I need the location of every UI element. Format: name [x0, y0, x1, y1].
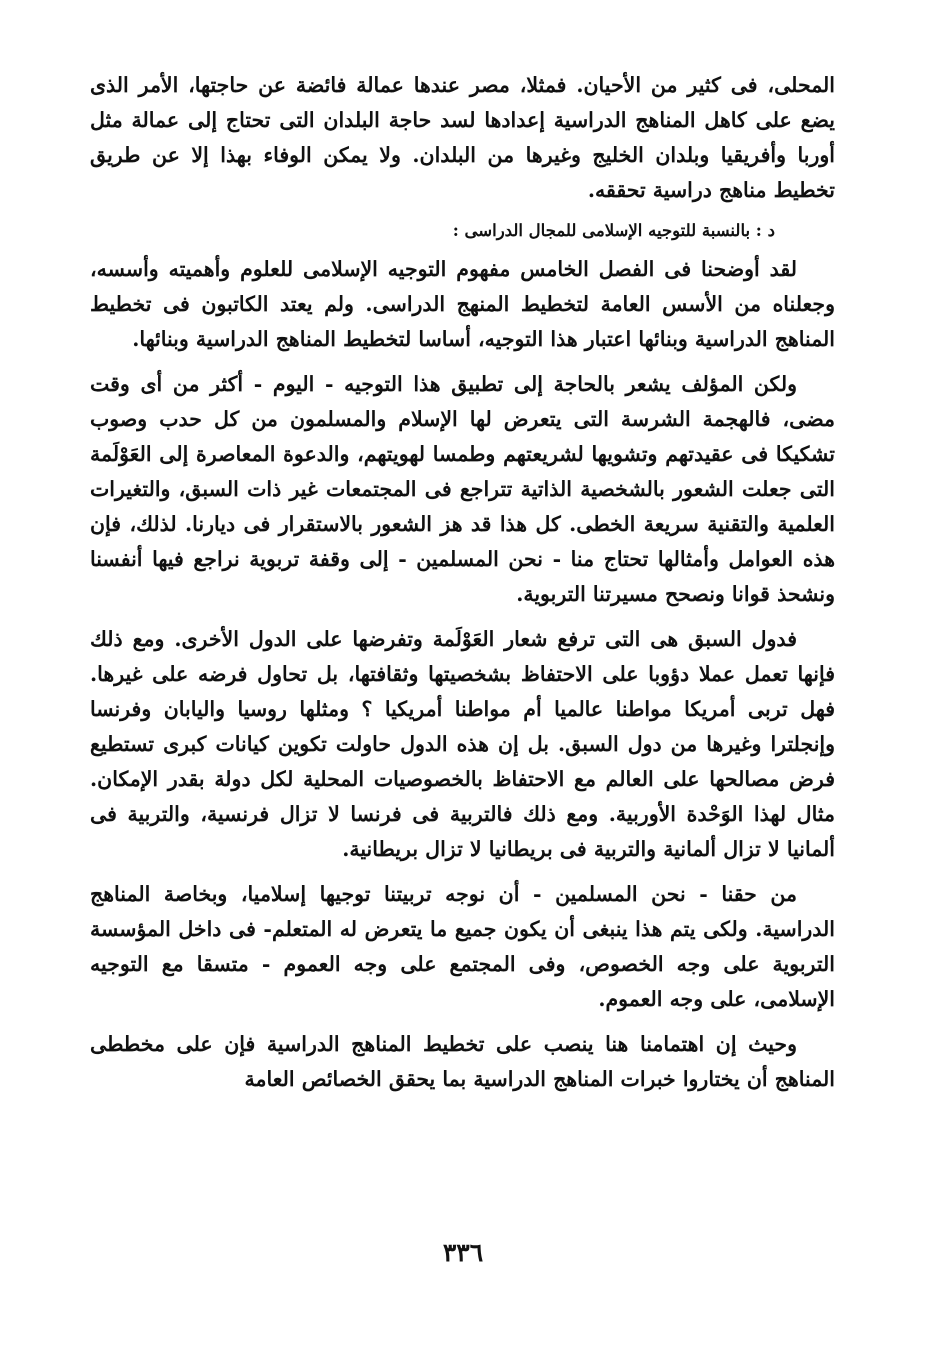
paragraph-1: المحلى، فى كثير من الأحيان. فمثلا، مصر عندها عمالة فائضة عن حاجتها، الأمر الذى يضع على كاهل المناهج الدراسية إعدادها لسد حاجة البلدان التى تحتاج إلى عمالة مثل أوربا وأفريقيا وبلدان الخليج وغيرها من البلدان. ولا يمكن الوفاء بهذا إلا عن طريق تخطيط مناهج دراسية تحققه.: [90, 73, 835, 202]
paragraph-5: من حقنا - نحن المسلمين - أن نوجه تربيتنا توجيها إسلاميا، وبخاصة المناهج الدراسية. ولكى يتم هذا ينبغى أن يكون جميع ما يتعرض له المتعلم- فى داخل المؤسسة التربوية على وجه الخصوص، وفى المجتمع على وجه العموم - متسقا مع التوجيه الإسلامى، على وجه العموم.: [90, 882, 835, 1011]
paragraph-4: فدول السبق هى التى ترفع شعار العَوْلَمة وتفرضها على الدول الأخرى. ومع ذلك فإنها تعمل عملا دؤوبا على الاحتفاظ بشخصيتها وثقافتها، بل تحاول فرضه على غيرها. فهل تربى أمريكا مواطنا عالميا أم مواطنا أمريكيا ؟ ومثلها روسيا واليابان وفرنسا وإنجلترا وغيرها من دول السبق. بل إن هذه الدول حاولت تكوين كيانات كبرى تستطيع فرض مصالحها على العالم مع الاحتفاظ بالخصوصيات المحلية لكل دولة بقدر الإمكان. مثال لهذا الوَحْدة الأوربية. ومع ذلك فالتربية فى فرنسا لا تزال فرنسية، والتربية فى ألمانيا لا تزال ألمانية والتربية فى بريطانيا لا تزال بريطانية.: [90, 627, 835, 861]
section-heading: د : بالنسبة للتوجيه الإسلامى للمجال الدراسى :: [452, 221, 775, 240]
paragraph-2: لقد أوضحنا فى الفصل الخامس مفهوم التوجيه الإسلامى للعلوم وأهميته وأسسه، وجعلناه من الأسس العامة لتخطيط المنهج الدراسى. ولم يعتد الكاتبون فى تخطيط المناهج الدراسية وبنائها اعتبار هذا التوجيه، أساسا لتخطيط المناهج الدراسية وبنائها.: [90, 257, 835, 351]
paragraph-3: ولكن المؤلف يشعر بالحاجة إلى تطبيق هذا التوجيه - اليوم - أكثر من أى وقت مضى، فالهجمة الشرسة التى يتعرض لها الإسلام والمسلمون من كل حدب وصوب تشكيكا فى عقيدتهم وتشويها لشريعتهم وطمسا لهويتهم، والدعوة المعاصرة إلى العَوْلَمة التى جعلت الشعور بالشخصية الذاتية تتراجع فى المجتمعات غير ذات السبق، والتغيرات العلمية والتقنية سريعة الخطى. كل هذا قد هز الشعور بالاستقرار فى ديارنا. لذلك، فإن هذه العوامل وأمثالها تحتاج منا - نحن المسلمين - إلى وقفة تربوية نراجع فيها أنفسنا ونشحذ قوانا ونصحح مسيرتنا التربوية.: [90, 372, 835, 606]
page-number: ٣٣٦: [442, 1238, 484, 1267]
page-body: [90, 68, 835, 1097]
paragraph-6: وحيث إن اهتمامنا هنا ينصب على تخطيط المناهج الدراسية فإن على مخططى المناهج أن يختاروا خبرات المناهج الدراسية بما يحقق الخصائص العامة: [90, 1032, 835, 1091]
